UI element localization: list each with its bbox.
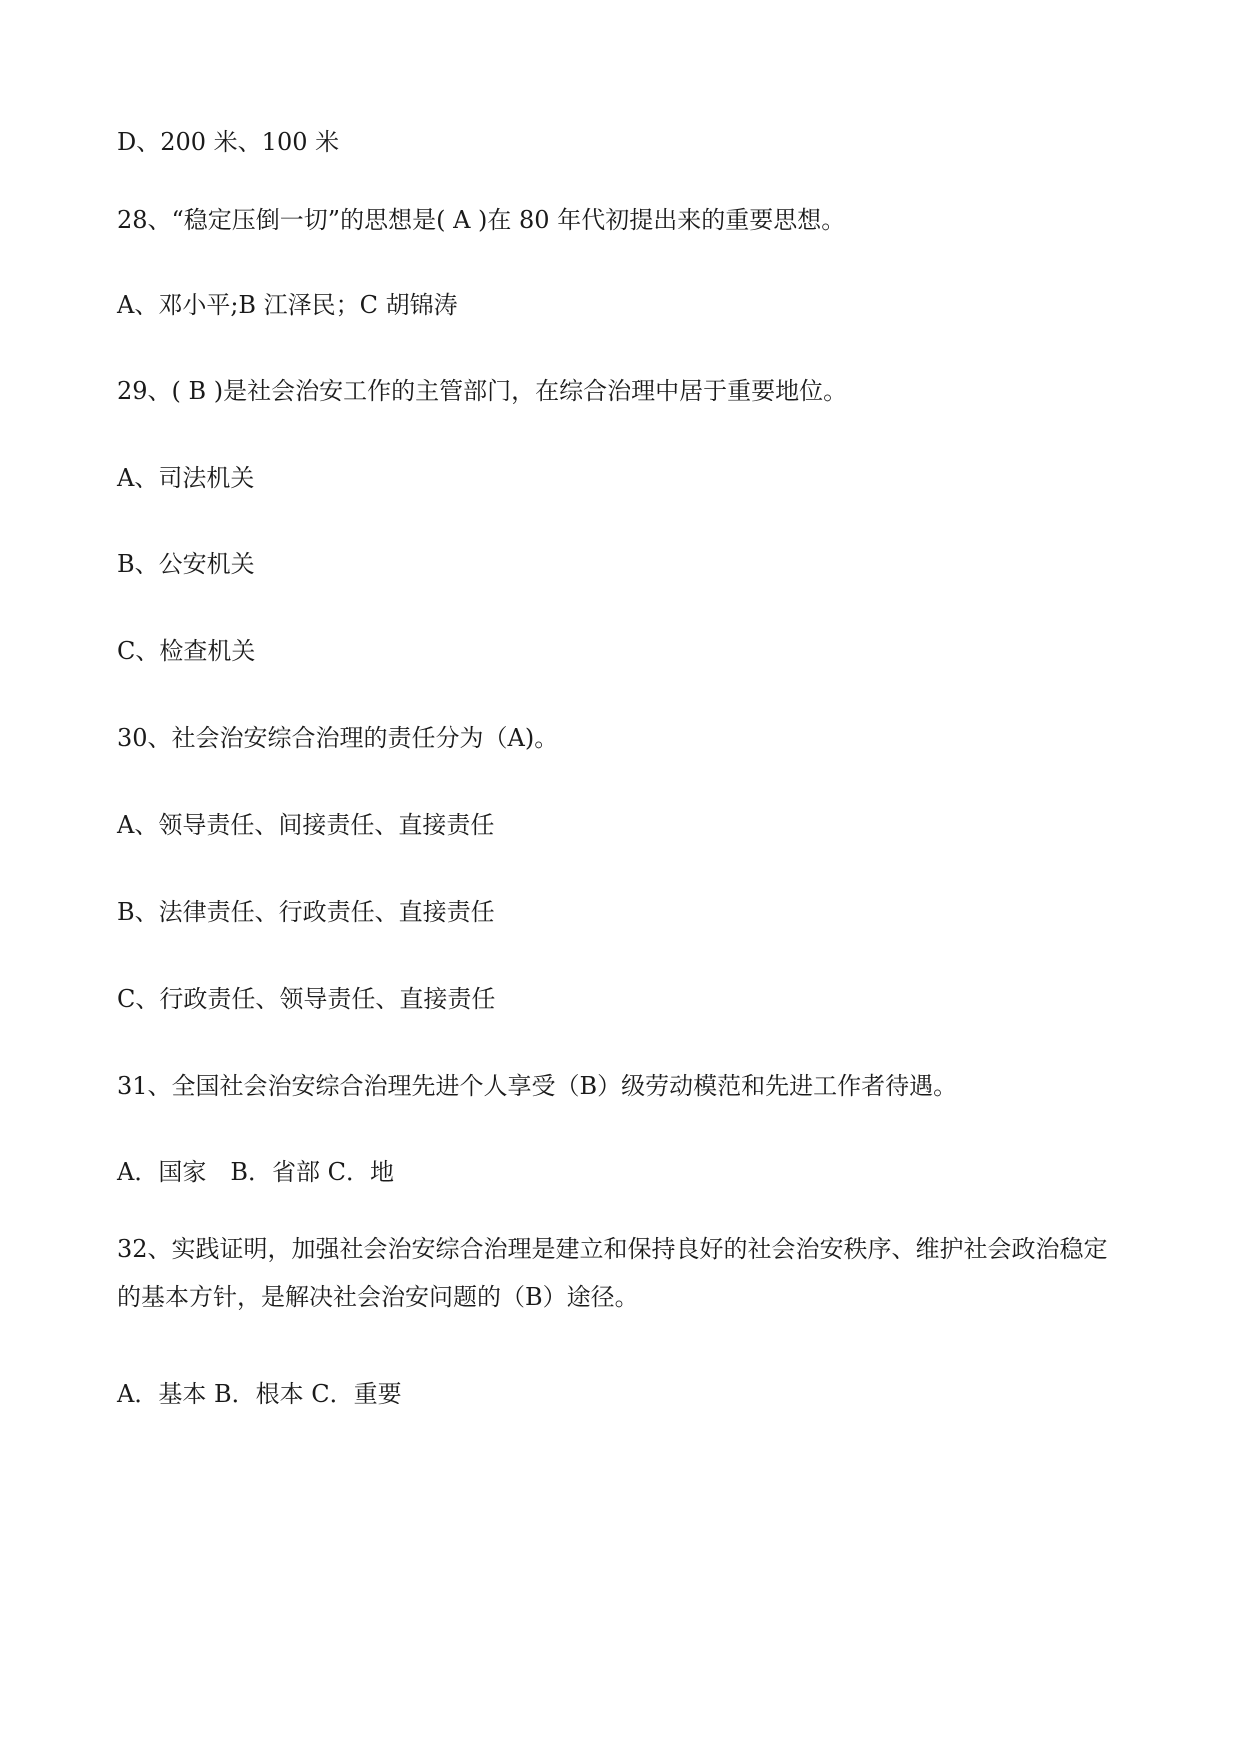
options-q28: A、邓小平;B 江泽民；C 胡锦涛	[117, 291, 458, 319]
question-30: 30、社会治安综合治理的责任分为（A)。	[117, 724, 559, 752]
option-a-q29: A、司法机关	[117, 464, 255, 492]
option-b-q29: B、公安机关	[117, 550, 255, 578]
options-q32: A．基本 B．根本 C．重要	[117, 1380, 402, 1408]
question-32: 32、实践证明，加强社会治安综合治理是建立和保持良好的社会治安秩序、维护社会政治稳定的基本方针，是解决社会治安问题的（B）途径。	[117, 1235, 1108, 1311]
option-a-q30: A、领导责任、间接责任、直接责任	[117, 811, 495, 839]
options-q31: A．国家 B．省部 C．地	[117, 1158, 394, 1186]
question-29: 29、( B )是社会治安工作的主管部门，在综合治理中居于重要地位。	[117, 377, 848, 405]
question-28: 28、“稳定压倒一切”的思想是( A )在 80 年代初提出来的重要思想。	[117, 206, 846, 234]
option-c-q29: C、检查机关	[117, 637, 256, 665]
option-b-q30: B、法律责任、行政责任、直接责任	[117, 898, 495, 926]
option-c-q30: C、行政责任、领导责任、直接责任	[117, 985, 496, 1013]
question-31: 31、全国社会治安综合治理先进个人享受（B）级劳动模范和先进工作者待遇。	[117, 1072, 958, 1100]
option-d-q27: D、200 米、100 米	[117, 128, 340, 156]
